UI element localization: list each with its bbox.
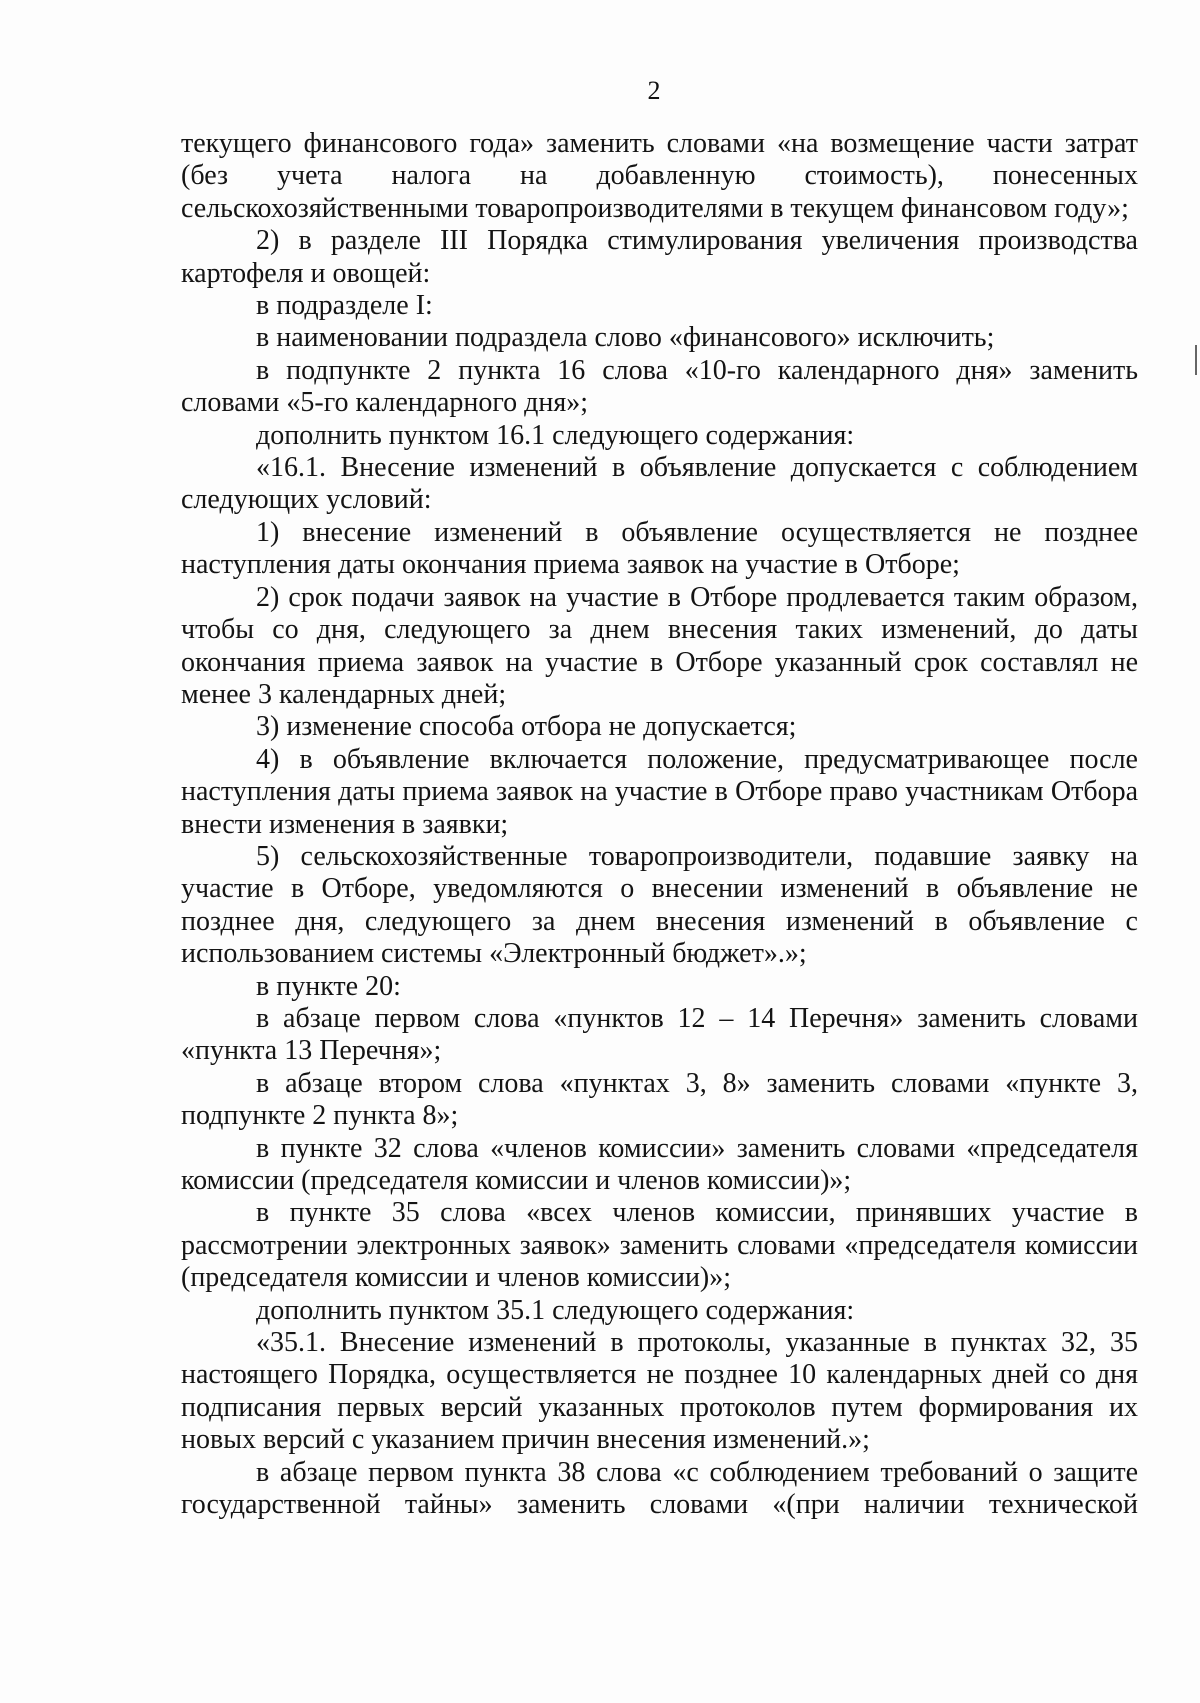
paragraph: 2) в разделе III Порядка стимулирования увеличения производства картофеля и овощей: (181, 225, 1138, 289)
paragraph: в пункте 20: (256, 970, 401, 1002)
paragraph: в подпункте 2 пункта 16 слова «10-го календарного дня» заменить словами «5-го календарного дня»; (181, 354, 1138, 419)
paragraph: дополнить пунктом 35.1 следующего содержания: (256, 1294, 855, 1326)
paragraph: текущего финансового года» заменить словами «на возмещение части затрат (без учета налога на добавленную стоимость), понесенных сельскохозяйственными товаропроизводителями в текущем финансовом году»; (181, 128, 1138, 224)
document-body (181, 128, 1138, 1521)
paragraph: в абзаце втором слова «пунктах 3, 8» заменить словами «пункте 3, подпункте 2 пункта 8»; (181, 1067, 1138, 1132)
paragraph: «16.1. Внесение изменений в объявление допускается с соблюдением следующих условий: (181, 452, 1138, 516)
paragraph: дополнить пунктом 16.1 следующего содержания: (256, 419, 855, 451)
paragraph: «35.1. Внесение изменений в протоколы, указанные в пунктах 32, 35 настоящего Порядка, осуществляется не позднее 10 календарных дней со дня подписания первых версий указанных протоколов путем формирования их новых версий с указанием причин внесения изменений.»; (181, 1327, 1138, 1456)
paragraph: в абзаце первом пункта 38 слова «с соблюдением требований о защите государственной тайны» заменить словами «(при наличии технической (181, 1456, 1138, 1521)
paragraph: в абзаце первом слова «пунктов 12 – 14 Перечня» заменить словами «пункта 13 Перечня»; (181, 1002, 1138, 1067)
paragraph: 5) сельскохозяйственные товаропроизводители, подавшие заявку на участие в Отборе, уведомляются о внесении изменений в объявление не позднее дня, следующего за днем внесения изменений в объявление с использованием системы «Электронный бюджет».»; (181, 840, 1138, 970)
paragraph: 2) срок подачи заявок на участие в Отборе продлевается таким образом, чтобы со дня, следующего за днем внесения таких изменений, до даты окончания приема заявок на участие в Отборе указанный срок составлял не менее 3 календарных дней; (181, 581, 1138, 710)
paragraph: в пункте 32 слова «членов комиссии» заменить словами «председателя комиссии (председателя комиссии и членов комиссии)»; (181, 1132, 1138, 1196)
paragraph: в наименовании подраздела слово «финансового» исключить; (256, 322, 995, 354)
paragraph: в подразделе I: (256, 290, 433, 322)
paragraph: 3) изменение способа отбора не допускается; (256, 711, 797, 743)
paragraph: 4) в объявление включается положение, предусматривающее после наступления даты приема заявок на участие в Отборе право участникам Отбора внести изменения в заявки; (181, 743, 1138, 840)
paragraph: 1) внесение изменений в объявление осуществляется не позднее наступления даты окончания приема заявок на участие в Отборе; (181, 516, 1138, 581)
page-number: 2 (647, 76, 661, 105)
scan-margin-mark (1195, 345, 1197, 375)
paragraph: в пункте 35 слова «всех членов комиссии, принявших участие в рассмотрении электронных заявок» заменить словами «председателя комиссии (председателя комиссии и членов комиссии)»; (181, 1197, 1138, 1294)
